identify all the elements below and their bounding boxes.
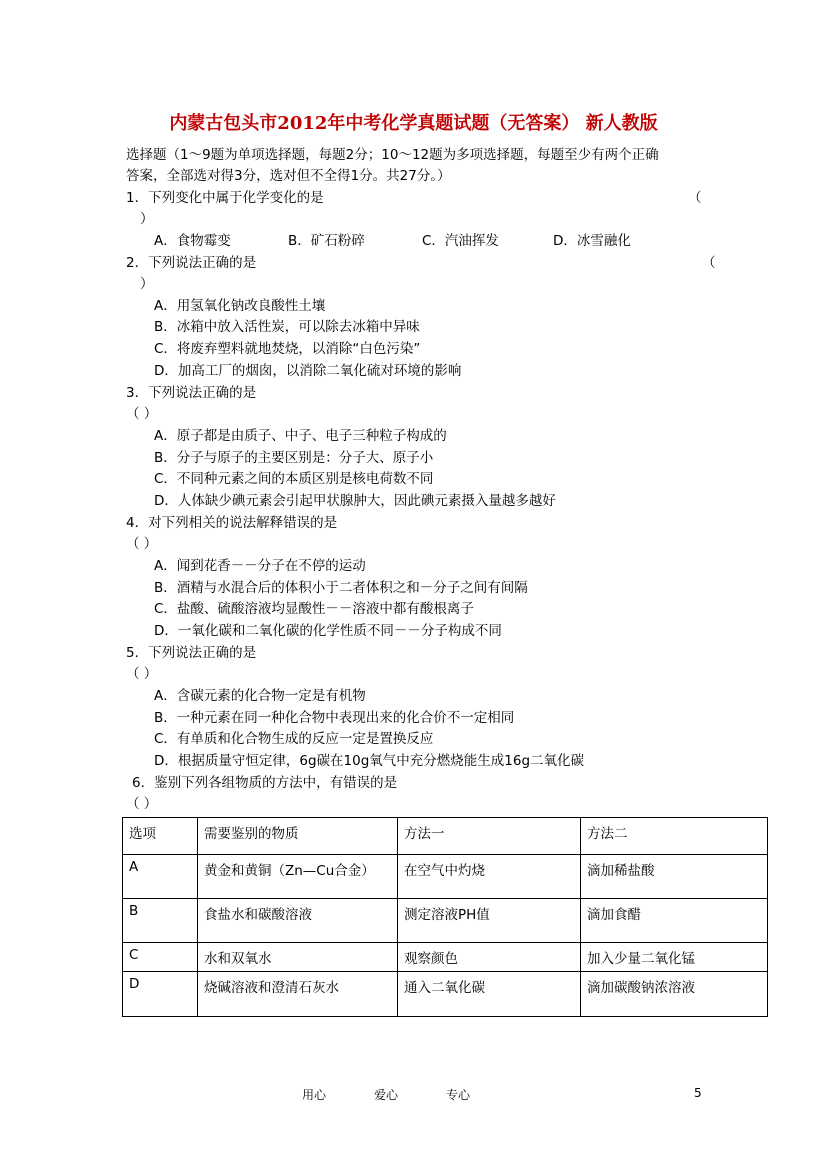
table-cell: 黄金和黄铜（Zn—Cu合金） [198, 855, 398, 899]
q1-option-a: A．食物霉变 [154, 233, 231, 249]
q4-paren: （ ） [126, 536, 158, 552]
table-cell: 滴加碳酸钠浓溶液 [581, 972, 768, 1017]
q4-option-b: B．酒精与水混合后的体积小于二者体积之和－分子之间有间隔 [154, 580, 528, 596]
footer-item: 用心 [302, 1088, 327, 1102]
instructions-line-2: 答案，全部选对得3分，选对但不全得1分。共27分。） [126, 168, 451, 184]
q2-paren-open: （ [702, 255, 716, 271]
table-row [123, 972, 768, 1017]
q3-option-d: D．人体缺少碘元素会引起甲状腺肿大，因此碘元素摄入量越多越好 [154, 493, 556, 509]
q6-stem: 6．鉴别下列各组物质的方法中，有错误的是 [132, 775, 398, 791]
q6-table [122, 817, 768, 1017]
footer-item: 爱心 [374, 1088, 399, 1102]
q2-paren-close: ） [140, 276, 154, 292]
table-cell: 滴加食醋 [581, 899, 768, 943]
table-row [123, 943, 768, 972]
q1-option-d: D．冰雪融化 [553, 233, 631, 249]
table-cell: 加入少量二氧化锰 [581, 943, 768, 972]
q1-option-b: B．矿石粉碎 [288, 233, 365, 249]
q3-option-b: B．分子与原子的主要区别是：分子大、原子小 [154, 450, 434, 466]
q2-option-a: A．用氢氧化钠改良酸性土壤 [154, 298, 326, 314]
table-cell: 通入二氧化碳 [398, 972, 581, 1017]
q4-stem: 4．对下列相关的说法解释错误的是 [126, 515, 338, 531]
table-cell: 食盐水和碳酸溶液 [198, 899, 398, 943]
q3-stem: 3．下列说法正确的是 [126, 385, 257, 401]
q4-option-a: A．闻到花香－－分子在不停的运动 [154, 558, 366, 574]
table-header-cell: 需要鉴别的物质 [198, 818, 398, 855]
table-header-cell: 方法一 [398, 818, 581, 855]
table-cell: 观察颜色 [398, 943, 581, 972]
q4-option-d: D．一氧化碳和二氧化碳的化学性质不同－－分子构成不同 [154, 623, 502, 639]
table-row [123, 855, 768, 899]
q3-option-c: C．不同种元素之间的本质区别是核电荷数不同 [154, 471, 434, 487]
q1-paren-open: （ [688, 190, 702, 206]
q1-paren-close: ） [140, 211, 154, 227]
q5-stem: 5．下列说法正确的是 [126, 645, 257, 661]
table-cell: A [123, 855, 198, 899]
table-cell: B [123, 899, 198, 943]
q1-options [154, 232, 631, 250]
table-cell: D [123, 972, 198, 1017]
table-cell: 水和双氧水 [198, 943, 398, 972]
q5-option-d: D．根据质量守恒定律，6g碳在10g氧气中充分燃烧能生成16g二氧化碳 [154, 753, 585, 769]
q3-option-a: A．原子都是由质子、中子、电子三种粒子构成的 [154, 428, 447, 444]
page-number: 5 [694, 1086, 702, 1100]
document-title: 内蒙古包头市2012年中考化学真题试题（无答案） 新人教版 [169, 113, 658, 134]
table-cell: 烧碱溶液和澄清石灰水 [198, 972, 398, 1017]
table-cell: 滴加稀盐酸 [581, 855, 768, 899]
q1-option-c: C．汽油挥发 [422, 233, 499, 249]
table-header-cell: 方法二 [581, 818, 768, 855]
q2-option-b: B．冰箱中放入活性炭，可以除去冰箱中异味 [154, 319, 420, 335]
table-header-row [123, 818, 768, 855]
table-cell: C [123, 943, 198, 972]
table-cell: 在空气中灼烧 [398, 855, 581, 899]
q2-option-d: D．加高工厂的烟囱，以消除二氧化硫对环境的影响 [154, 363, 462, 379]
q3-paren: （ ） [126, 406, 158, 422]
instructions-line-1: 选择题（1～9题为单项选择题，每题2分；10～12题为多项选择题，每题至少有两个正确 [126, 147, 659, 163]
q4-option-c: C．盐酸、硫酸溶液均显酸性－－溶液中都有酸根离子 [154, 601, 474, 617]
table-row [123, 899, 768, 943]
q5-option-c: C．有单质和化合物生成的反应一定是置换反应 [154, 731, 434, 747]
q2-stem: 2．下列说法正确的是 [126, 255, 257, 271]
q1-stem: 1．下列变化中属于化学变化的是 [126, 190, 324, 206]
q5-option-a: A．含碳元素的化合物一定是有机物 [154, 688, 366, 704]
footer-item: 专心 [446, 1088, 471, 1102]
table-cell: 测定溶液PH值 [398, 899, 581, 943]
q5-option-b: B．一种元素在同一种化合物中表现出来的化合价不一定相同 [154, 710, 515, 726]
q5-paren: （ ） [126, 666, 158, 682]
table-header-cell: 选项 [123, 818, 198, 855]
q2-option-c: C．将废弃塑料就地焚烧，以消除“白色污染” [154, 341, 421, 357]
q6-paren: （ ） [126, 796, 158, 812]
